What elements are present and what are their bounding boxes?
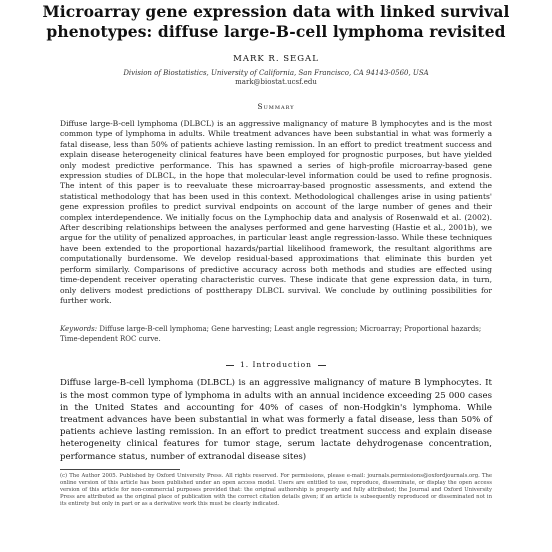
- footnote-divider: [60, 469, 180, 470]
- author-name: MARK R. SEGAL: [233, 54, 319, 64]
- keywords-list: Diffuse large-B-cell lymphoma; Gene harvesting; Least angle regression; Microarray; Proportional hazards; Time-dependent ROC curve.: [60, 325, 482, 344]
- heading-rule-right: [318, 365, 326, 366]
- keywords-label: Keywords:: [60, 325, 98, 334]
- summary-heading: Summary: [257, 102, 295, 111]
- introduction-heading: [0, 360, 552, 369]
- keywords-block: [60, 324, 492, 344]
- introduction-heading-text: 1. Introduction: [239, 360, 313, 370]
- abstract-text: Diffuse large-B-cell lymphoma (DLBCL) is an aggressive malignancy of mature B lymphocytes and is the most common type of lymphoma in adults. While treatment advances have been substantial in what was formerly a fatal disease, less than 50% of patients achieve lasting remission. In an effort to predict treatment success and explain disease heterogeneity clinical features have been employed for prognostic purposes, but have yielded only modest predictive performance. This has spawned a series of high-profile microarray-based gene expression studies of DLBCL, in the hope that molecular-level information could be used to refine prognosis. The intent of this paper is to reevaluate these microarray-based prognostic assessments, and extend the statistical methodology that has been used in this context. Methodological challenges arise in using patients' gene expression profiles to predict survival endpoints on account of the large number of genes and their complex interdependence. We initially focus on the Lymphochip data and analysis of Rosenwald et al. (2002). After describing relationships between the analyses performed and gene harvesting (Hastie et al., 2001b), we argue for the utility of penalized approaches, in particular least angle regression-lasso. While these techniques have been extended to the proportional hazards/partial likelihood framework, the resultant algorithms are computationally burdensome. We develop residual-based approximations that eliminate this burden yet perform similarly. Comparisons of predictive accuracy across both methods and studies are effected using time-dependent receiver operating characteristic curves. These indicate that gene expression data, in turn, only delivers modest predictions of posttherapy DLBCL survival. We conclude by outlining possibilities for further work.: [60, 119, 492, 305]
- heading-rule-left: [226, 365, 234, 366]
- author-email[interactable]: mark@biostat.ucsf.edu: [235, 78, 317, 86]
- copyright-footnote: (c) The Author 2005. Published by Oxford University Press. All rights reserved. For permissions, please e-mail: journals.permissions@oxfordjournals.org. The online version of this article has been published under an open access model. Users are entitled to use, reproduce, disseminate, or display the open access version of this article for non-commercial purposes provided that: the original authorship is properly and fully attributed; the Journal and Oxford University Press are attributed as the original place of publication with the correct citation details given; if an article is subsequently reproduced or disseminated not in its entirety but only in part or as a derivative work this must be clearly indicated.: [60, 472, 492, 508]
- introduction-text: Diffuse large-B-cell lymphoma (DLBCL) is an aggressive malignancy of mature B lymphocytes. It is the most common type of lymphoma in adults with an annual incidence exceeding 25 000 cases in the United States and accounting for 40% of cases of non-Hodgkin's lymphoma. While treatment advances have been substantial in what was formerly a fatal disease, less than 50% of patients achieve lasting remission. In an effort to predict treatment success and explain disease heterogeneity clinical features for tumor stage, serum lactate dehydrogenase concentration, performance status, number of extranodal disease sites): [60, 378, 492, 462]
- title-line-2: phenotypes: diffuse large-B-cell lymphoma revisited: [46, 22, 506, 41]
- paper-title: [0, 0, 552, 42]
- title-line-1: Microarray gene expression data with linked survival: [42, 2, 510, 21]
- author-affiliation: Division of Biostatistics, University of California, San Francisco, CA 94143-0560, USA: [123, 69, 429, 77]
